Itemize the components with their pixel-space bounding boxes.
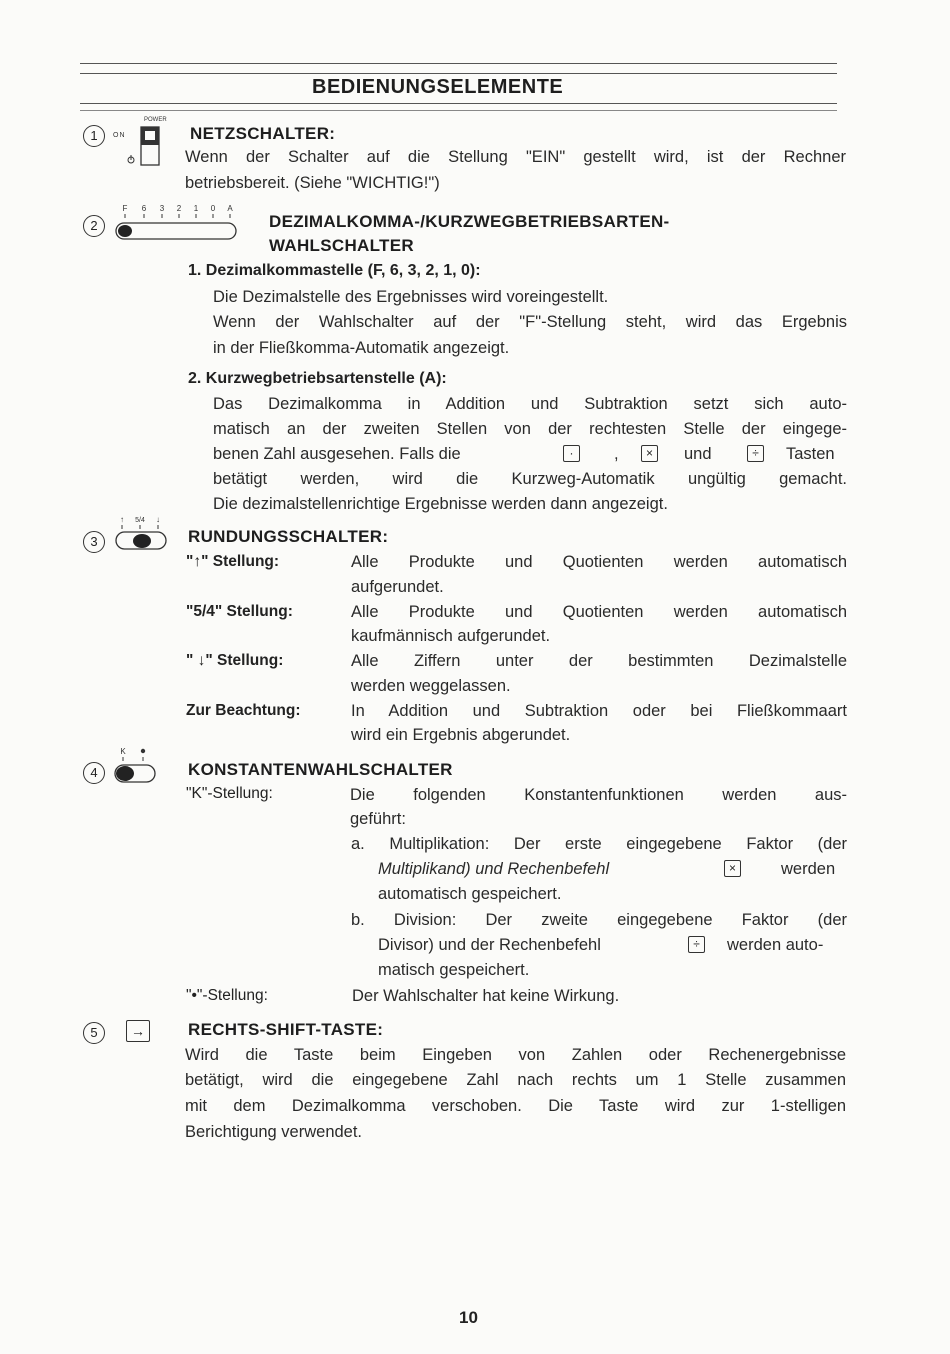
- shift-text-3: mit dem Dezimalkomma verschoben. Die Taste wird zur 1-stelligen: [185, 1097, 846, 1115]
- down-position-text-1: Alle Ziffern unter der bestimmten Dezimalstelle: [351, 652, 847, 670]
- svg-text:2: 2: [176, 204, 182, 213]
- item2-text-3c: Tasten: [786, 445, 835, 463]
- item2-text-2: matisch an der zweiten Stellen von der rechtesten Stelle der eingege-: [213, 420, 847, 438]
- netzschalter-heading: NETZSCHALTER:: [190, 124, 336, 143]
- division-text-1: b. Division: Der zweite eingegebene Faktor (der: [351, 911, 847, 929]
- divide-key-icon: ÷: [747, 445, 764, 462]
- item2-heading: 2. Kurzwegbetriebsartenstelle (A):: [188, 370, 447, 387]
- title-underline-2: [80, 110, 837, 111]
- up-position-text-2: aufgerundet.: [351, 578, 444, 596]
- division-text-2: Divisor) und der Rechenbefehl: [378, 936, 601, 954]
- item2-text-3a: benen Zahl ausgesehen. Falls die: [213, 445, 461, 463]
- multiplication-text-4: automatisch gespeichert.: [378, 885, 562, 903]
- page-number: 10: [459, 1308, 478, 1327]
- up-position-label: "↑" Stellung:: [186, 553, 280, 570]
- svg-text:F: F: [122, 204, 128, 213]
- konstantenwahlschalter-heading: KONSTANTENWAHLSCHALTER: [188, 760, 453, 779]
- decimal-switch-icon: [112, 201, 242, 247]
- down-position-text-2: werden weggelassen.: [351, 677, 511, 695]
- 54-position-text-1: Alle Produkte und Quotienten werden automatisch: [351, 603, 847, 621]
- right-shift-key-icon: →: [126, 1020, 150, 1042]
- section-number-4: 4: [83, 762, 105, 784]
- rundungsschalter-heading: RUNDUNGSSCHALTER:: [188, 527, 389, 546]
- svg-text:3: 3: [159, 204, 165, 213]
- item2-text-1: Das Dezimalkomma in Addition und Subtraktion setzt sich auto-: [213, 395, 847, 413]
- svg-text:A: A: [227, 204, 233, 213]
- note-text-2: wird ein Ergebnis abgerundet.: [351, 726, 571, 744]
- point-key-icon: ·: [563, 445, 580, 462]
- 54-position-label: "5/4" Stellung:: [186, 603, 293, 620]
- item1-text-2: Wenn der Wahlschalter auf der "F"-Stellung steht, wird das Ergebnis: [213, 313, 847, 331]
- dot-position-text: Der Wahlschalter hat keine Wirkung.: [352, 987, 620, 1005]
- k-position-text-2: geführt:: [350, 810, 406, 828]
- svg-text:K: K: [120, 747, 126, 756]
- constant-switch-icon: [112, 744, 162, 786]
- 54-position-text-2: kaufmännisch aufgerundet.: [351, 627, 551, 645]
- item2-text-5: Die dezimalstellenrichtige Ergebnisse werden dann angezeigt.: [213, 495, 668, 513]
- svg-text:1: 1: [193, 204, 199, 213]
- shift-text-2: betätigt, wird die eingegebene Zahl nach rechts um 1 Stelle zusammen: [185, 1071, 846, 1089]
- k-position-label: "K"-Stellung:: [186, 785, 273, 802]
- title-underline: [80, 103, 837, 104]
- item2-comma: ,: [614, 445, 619, 463]
- svg-text:5/4: 5/4: [135, 517, 145, 524]
- multiplication-text-1: a. Multiplikation: Der erste eingegebene Faktor (der: [351, 835, 847, 853]
- section-number-3: 3: [83, 531, 105, 553]
- item1-text-1: Die Dezimalstelle des Ergebnisses wird voreingestellt.: [213, 288, 609, 306]
- dot-position-label: "•"-Stellung:: [186, 987, 268, 1004]
- netzschalter-text-1: Wenn der Schalter auf die Stellung "EIN" gestellt wird, ist der Rechner: [185, 148, 846, 166]
- note-text-1: In Addition und Subtraktion oder bei Fließkommaart: [351, 702, 847, 720]
- multiply-key-icon: ×: [641, 445, 658, 462]
- shift-text-1: Wird die Taste beim Eingeben von Zahlen oder Rechenergebnisse: [185, 1046, 846, 1064]
- section-number-5: 5: [83, 1022, 105, 1044]
- top-rule-1: [80, 63, 837, 64]
- dezimalkomma-heading-1: DEZIMALKOMMA-/KURZWEGBETRIEBSARTEN-: [269, 212, 670, 231]
- down-position-label: " ↓" Stellung:: [186, 652, 284, 669]
- section-number-1: 1: [83, 125, 105, 147]
- item2-text-3b: und: [684, 445, 712, 463]
- item1-heading: 1. Dezimalkommastelle (F, 6, 3, 2, 1, 0):: [188, 262, 481, 279]
- on-label: ON: [113, 132, 126, 139]
- division-text-3: werden auto-: [727, 936, 824, 954]
- note-label: Zur Beachtung:: [186, 702, 301, 719]
- svg-text:0: 0: [210, 204, 216, 213]
- k-position-text-1: Die folgenden Konstantenfunktionen werden aus-: [350, 786, 847, 804]
- shift-text-4: Berichtigung verwendet.: [185, 1123, 363, 1141]
- multiplication-text-3: werden: [781, 860, 836, 878]
- svg-text:6: 6: [141, 204, 147, 213]
- page-title: BEDIENUNGSELEMENTE: [312, 76, 564, 98]
- power-switch-icon: [110, 117, 170, 172]
- top-rule-2: [80, 73, 837, 74]
- multiply-key-icon-2: ×: [724, 860, 741, 877]
- svg-text:↓: ↓: [156, 515, 160, 524]
- svg-text:↑: ↑: [120, 515, 124, 524]
- rechts-shift-heading: RECHTS-SHIFT-TASTE:: [188, 1020, 384, 1039]
- item1-text-3: in der Fließkomma-Automatik angezeigt.: [213, 339, 510, 357]
- multiplication-text-2: Multiplikand) und Rechenbefehl: [378, 860, 610, 878]
- netzschalter-text-2: betriebsbereit. (Siehe "WICHTIG!"): [185, 174, 440, 192]
- division-text-4: matisch gespeichert.: [378, 961, 530, 979]
- power-label: POWER: [144, 117, 167, 123]
- dezimalkomma-heading-2: WAHLSCHALTER: [269, 236, 414, 255]
- divide-key-icon-2: ÷: [688, 936, 705, 953]
- item2-text-4: betätigt werden, wird die Kurzweg-Automatik ungültig gemacht.: [213, 470, 847, 488]
- section-number-2: 2: [83, 215, 105, 237]
- rounding-switch-icon: [112, 512, 172, 552]
- up-position-text-1: Alle Produkte und Quotienten werden automatisch: [351, 553, 847, 571]
